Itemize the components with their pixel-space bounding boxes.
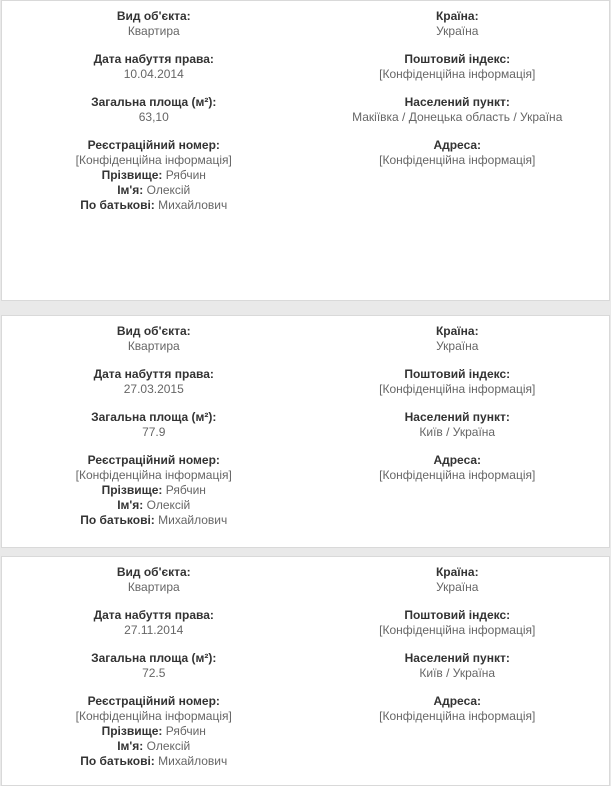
field-acquisition-date xyxy=(2,52,306,82)
field-address xyxy=(306,453,610,483)
patronymic-label: По батькові: xyxy=(80,754,155,768)
country-label: Країна: xyxy=(435,565,479,579)
registration-number-value: [Конфіденційна інформація] xyxy=(75,709,232,723)
object-type-value: Квартира xyxy=(127,580,180,594)
registration-number-value: [Конфіденційна інформація] xyxy=(75,153,232,167)
total-area-label: Загальна площа (м²): xyxy=(91,651,217,665)
surname-line xyxy=(2,724,306,739)
object-type-label: Вид об'єкта: xyxy=(116,565,191,579)
first-name-line xyxy=(2,739,306,754)
settlement-value: Київ / Україна xyxy=(419,425,496,439)
patronymic-value: Михайлович xyxy=(158,198,228,212)
first-name-label: Ім'я: xyxy=(117,739,144,753)
surname-label: Прізвище: xyxy=(101,483,163,497)
total-area-label: Загальна площа (м²): xyxy=(91,410,217,424)
patronymic-label: По батькові: xyxy=(80,198,155,212)
postal-code-value: [Конфіденційна інформація] xyxy=(379,382,536,396)
acquisition-date-value: 27.03.2015 xyxy=(123,382,184,396)
first-name-value: Олексій xyxy=(146,739,191,753)
field-settlement xyxy=(306,651,610,681)
postal-code-label: Поштовий індекс: xyxy=(404,367,511,381)
field-postal-code xyxy=(306,367,610,397)
object-type-value: Квартира xyxy=(127,339,180,353)
property-details-column xyxy=(2,9,306,300)
surname-label: Прізвище: xyxy=(101,724,163,738)
first-name-label: Ім'я: xyxy=(117,498,144,512)
settlement-label: Населений пункт: xyxy=(404,410,510,424)
settlement-label: Населений пункт: xyxy=(404,651,510,665)
settlement-label: Населений пункт: xyxy=(404,95,510,109)
surname-value: Рябчин xyxy=(165,724,206,738)
property-details-column xyxy=(2,565,306,785)
address-value: [Конфіденційна інформація] xyxy=(379,468,536,482)
acquisition-date-label: Дата набуття права: xyxy=(93,52,214,66)
patronymic-line xyxy=(2,198,306,213)
field-registration-owner xyxy=(2,694,306,769)
total-area-value: 72.5 xyxy=(142,666,166,680)
address-label: Адреса: xyxy=(433,694,482,708)
settlement-value: Київ / Україна xyxy=(419,666,496,680)
first-name-line xyxy=(2,498,306,513)
total-area-value: 77.9 xyxy=(142,425,166,439)
field-country xyxy=(306,9,610,39)
surname-line xyxy=(2,483,306,498)
property-record-card xyxy=(1,556,610,786)
field-settlement xyxy=(306,95,610,125)
field-registration-owner xyxy=(2,138,306,213)
field-postal-code xyxy=(306,608,610,638)
country-value: Україна xyxy=(436,24,479,38)
patronymic-label: По батькові: xyxy=(80,513,155,527)
acquisition-date-label: Дата набуття права: xyxy=(93,608,214,622)
property-record-card xyxy=(1,315,610,548)
address-label: Адреса: xyxy=(433,138,482,152)
field-country xyxy=(306,324,610,354)
registration-number-label: Реєстраційний номер: xyxy=(87,453,220,467)
property-record-card xyxy=(1,0,610,301)
surname-line xyxy=(2,168,306,183)
total-area-label: Загальна площа (м²): xyxy=(91,95,217,109)
settlement-value: Макіївка / Донецька область / Україна xyxy=(352,110,563,124)
field-address xyxy=(306,138,610,168)
field-object-type xyxy=(2,9,306,39)
patronymic-value: Михайлович xyxy=(158,754,228,768)
location-details-column xyxy=(306,324,610,541)
surname-value: Рябчин xyxy=(165,483,206,497)
postal-code-value: [Конфіденційна інформація] xyxy=(379,67,536,81)
first-name-label: Ім'я: xyxy=(117,183,144,197)
patronymic-value: Михайлович xyxy=(158,513,228,527)
patronymic-line xyxy=(2,513,306,528)
first-name-value: Олексій xyxy=(146,498,191,512)
field-total-area xyxy=(2,410,306,440)
acquisition-date-value: 10.04.2014 xyxy=(123,67,184,81)
field-acquisition-date xyxy=(2,608,306,638)
field-postal-code xyxy=(306,52,610,82)
property-details-column xyxy=(2,324,306,541)
field-object-type xyxy=(2,565,306,595)
country-value: Україна xyxy=(436,339,479,353)
first-name-line xyxy=(2,183,306,198)
field-object-type xyxy=(2,324,306,354)
surname-label: Прізвище: xyxy=(101,168,163,182)
object-type-label: Вид об'єкта: xyxy=(116,324,191,338)
postal-code-label: Поштовий індекс: xyxy=(404,608,511,622)
acquisition-date-value: 27.11.2014 xyxy=(124,623,184,637)
patronymic-line xyxy=(2,754,306,769)
registration-number-label: Реєстраційний номер: xyxy=(87,138,220,152)
postal-code-label: Поштовий індекс: xyxy=(404,52,511,66)
object-type-label: Вид об'єкта: xyxy=(116,9,191,23)
field-address xyxy=(306,694,610,724)
field-total-area xyxy=(2,651,306,681)
field-country xyxy=(306,565,610,595)
address-value: [Конфіденційна інформація] xyxy=(379,709,536,723)
registration-number-value: [Конфіденційна інформація] xyxy=(75,468,232,482)
address-label: Адреса: xyxy=(433,453,482,467)
first-name-value: Олексій xyxy=(146,183,191,197)
country-label: Країна: xyxy=(435,9,479,23)
field-total-area xyxy=(2,95,306,125)
location-details-column xyxy=(306,9,610,300)
acquisition-date-label: Дата набуття права: xyxy=(93,367,214,381)
location-details-column xyxy=(306,565,610,785)
field-acquisition-date xyxy=(2,367,306,397)
country-label: Країна: xyxy=(435,324,479,338)
country-value: Україна xyxy=(436,580,479,594)
object-type-value: Квартира xyxy=(127,24,180,38)
surname-value: Рябчин xyxy=(165,168,206,182)
address-value: [Конфіденційна інформація] xyxy=(379,153,536,167)
total-area-value: 63,10 xyxy=(138,110,169,124)
field-registration-owner xyxy=(2,453,306,528)
registration-number-label: Реєстраційний номер: xyxy=(87,694,220,708)
field-settlement xyxy=(306,410,610,440)
postal-code-value: [Конфіденційна інформація] xyxy=(379,623,536,637)
